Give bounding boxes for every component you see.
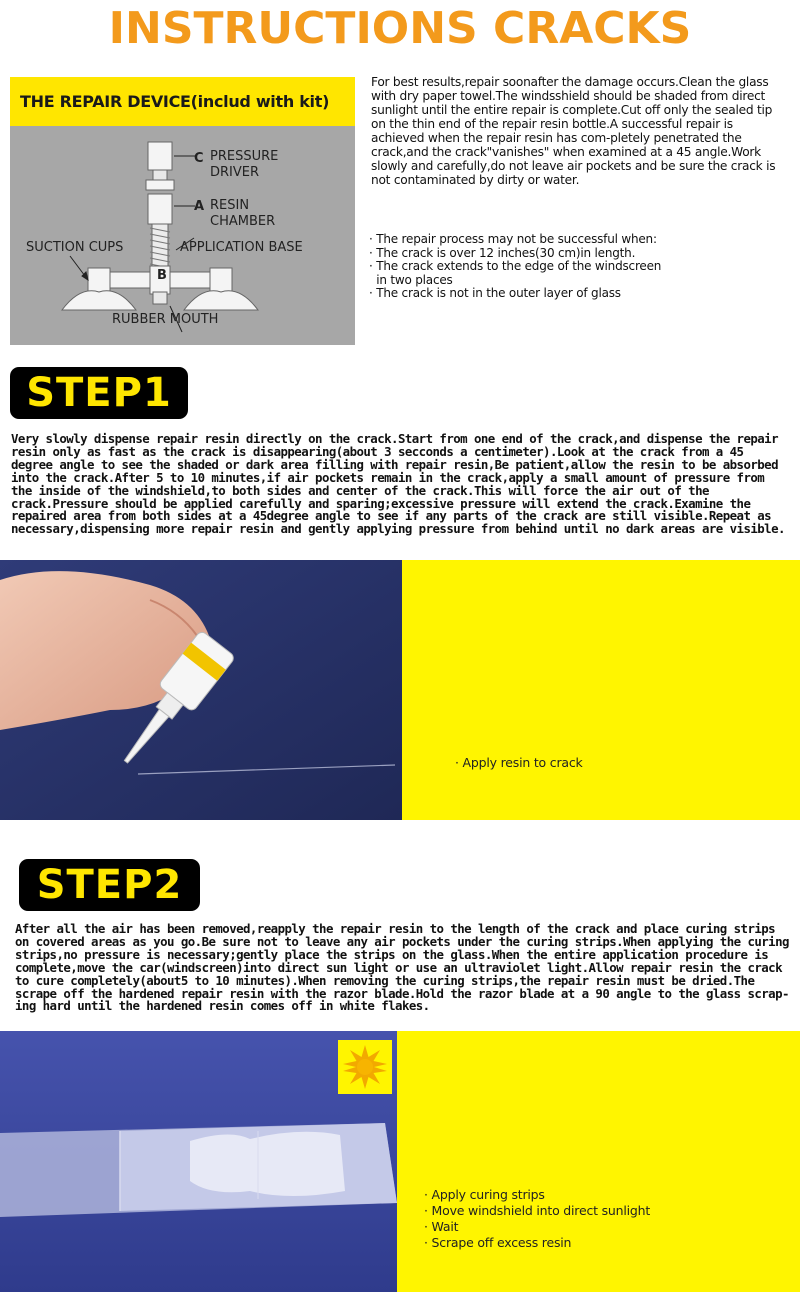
label-b: B <box>157 268 167 283</box>
step1-badge: STEP1 <box>10 367 188 419</box>
step2-text: After all the air has been removed,reapply the repair resin to the length of the crack and place curing strips on covered areas as you go.Be sure not to leave any air pockets under the curing strips.When applying the curing strips,no pressure is necessary;gently place the strips on the glass.When the entire application procedure is complete,move the car(windscreen)into direct sun light or use an ultraviolet light.Allow repair resin the crack to cure completely(about5 to 10 minutes).When removing the curing strips,the repair resin must be dried.The scrape off the hardened repair resin with the razor blade.Hold the razor blade at a 90 angle to the glass scrap-ing hard until the hardened resin comes off in white flakes. <box>15 921 789 1014</box>
intro-paragraph: For best results,repair soonafter the damage occurs.Clean the glass with dry paper towel.The windsshield should be shaded from direct sunlight until the entire repair is complete.Cut off only the sealed tip on the thin end of the repair resin bottle.A successful repair is achieved when the repair resin has com-pletely penetrated the crack,and the crack"vanishes" when examined at a 45 angle.Work slowly and carefully,do not leave air pockets and be sure the crack is not contaminated by dirty or water. <box>371 75 776 187</box>
page-title: INSTRUCTIONS CRACKS <box>108 3 692 54</box>
step1-photo <box>0 560 402 820</box>
label-pressure: PRESSURE <box>210 149 279 164</box>
list-item: · Scrape off excess resin <box>424 1235 572 1250</box>
sun-icon <box>338 1040 392 1094</box>
list-item: · The repair process may not be successful when: <box>369 232 657 246</box>
step1-text: Very slowly dispense repair resin directly on the crack.Start from one end of the crack,and dispense the repair resin only as fast as the crack is disappearing(about 3 secconds a centimeter).Look at the crack from a 45 degree angle to see the shaded or dark area filling with repair resin,Be patient,allow the resin to be absorbed into the crack.After 5 to 10 minutes,if air pockets remain in the crack,apply a small amount of pressure from the inside of the windshield,to both sides and center of the crack.This will force the air out of the crack.Pressure should be applied carefully and sparing;excessive pressure will extend the crack.Examine the repaired area from both sides at a 45degree angle to see if any parts of the crack are still visible.Repeat as necessary,dispensing more repair resin and gently applying pressure from behind until no dark areas are visible. <box>11 431 785 537</box>
label-c: C <box>194 151 204 166</box>
resin-bottle-illustration <box>0 560 402 820</box>
list-item: · Wait <box>424 1219 459 1234</box>
device-banner: THE REPAIR DEVICE(includ with kit) <box>10 77 355 126</box>
label-driver: DRIVER <box>210 165 260 180</box>
label-rubber-mouth: RUBBER MOUTH <box>112 312 219 327</box>
list-item: in two places <box>369 272 453 287</box>
step2-caption-panel <box>397 1031 800 1292</box>
list-item: · Move windshield into direct sunlight <box>424 1203 651 1218</box>
label-application-base: APPLICATION BASE <box>180 240 303 255</box>
list-item: · The crack extends to the edge of the windscreen <box>369 259 662 274</box>
step1-caption-panel <box>402 560 800 820</box>
list-item: · Apply curing strips <box>424 1187 545 1202</box>
label-chamber: CHAMBER <box>210 214 276 229</box>
failure-conditions-list <box>369 233 789 301</box>
label-suction-cups: SUCTION CUPS <box>26 240 124 255</box>
step2-badge: STEP2 <box>19 859 200 911</box>
list-item: · The crack is not in the outer layer of glass <box>369 286 621 301</box>
repair-device-panel <box>10 77 355 345</box>
label-a: A <box>194 199 205 214</box>
step1-caption: · Apply resin to crack <box>455 755 583 770</box>
label-resin: RESIN <box>210 198 250 213</box>
list-item: · The crack is over 12 inches(30 cm)in length. <box>369 245 636 260</box>
step2-captions <box>424 1187 650 1251</box>
